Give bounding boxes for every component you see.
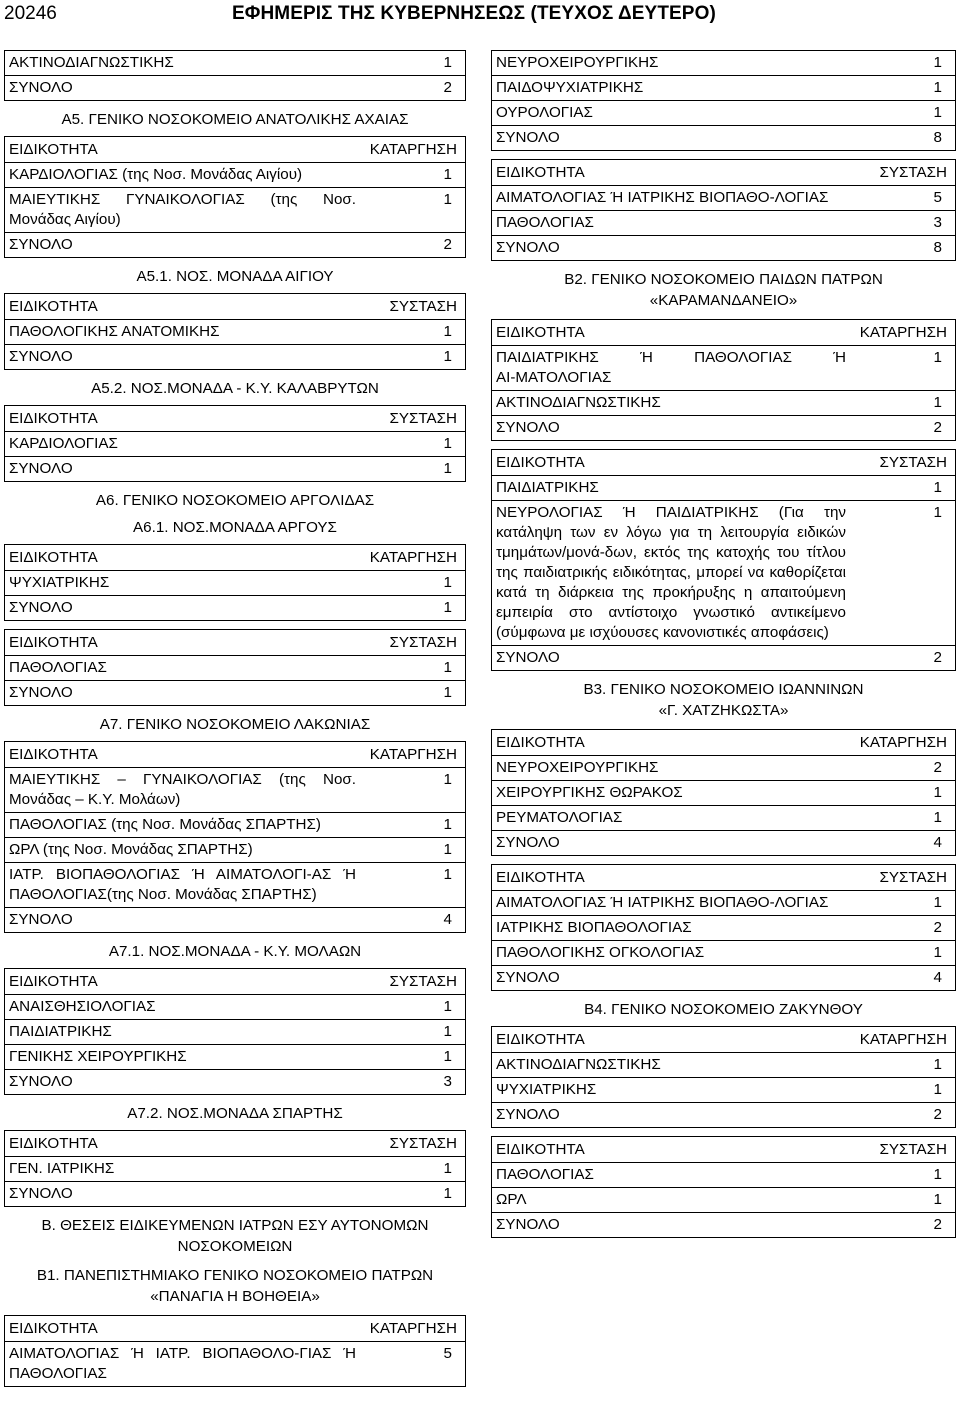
specialty-table <box>491 1136 956 1238</box>
specialty-table <box>4 544 466 621</box>
section-heading-line: «Γ. ΧΑΤΖΗΚΩΣΤΑ» <box>658 702 789 719</box>
table-header-row <box>492 450 955 476</box>
table-row <box>5 432 465 457</box>
specialty-table <box>491 319 956 441</box>
section-heading-line: Β. ΘΕΣΕΙΣ ΕΙΔΙΚΕΥΜΕΝΩΝ ΙΑΤΡΩΝ ΕΣΥ ΑΥΤΟΝΟΜΩΝ <box>41 1217 429 1234</box>
header-action: ΚΑΤΑΡΓΗΣΗ <box>369 141 457 158</box>
position-count: 2 <box>933 1216 942 1233</box>
table-row <box>492 941 955 966</box>
section-heading-line: «ΚΑΡΑΜΑΝΔΑΝΕΙΟ» <box>649 292 798 309</box>
specialty-name: ΩΡΛ (της Νοσ. Μονάδας ΣΠΑΡΤΗΣ) <box>9 841 253 858</box>
specialty-name: ΜΑΙΕΥΤΙΚΗΣ ΓΥΝΑΙΚΟΛΟΓΙΑΣ (της Νοσ. Μονάδας Αιγίου) <box>9 191 356 228</box>
position-count: 1 <box>933 54 942 71</box>
specialty-name: ΡΕΥΜΑΤΟΛΟΓΙΑΣ <box>496 809 623 826</box>
position-count: 1 <box>933 809 942 826</box>
position-count: 2 <box>933 419 942 436</box>
header-specialty: ΕΙΔΙΚΟΤΗΤΑ <box>496 454 585 471</box>
table-row <box>492 1188 955 1213</box>
specialty-name: ΑΚΤΙΝΟΔΙΑΓΝΩΣΤΙΚΗΣ <box>496 1056 661 1073</box>
position-count: 2 <box>933 759 942 776</box>
specialty-name: ΨΥΧΙΑΤΡΙΚΗΣ <box>9 574 110 591</box>
table-row <box>5 863 465 908</box>
table-row <box>492 891 955 916</box>
specialty-name: ΣΥΝΟΛΟ <box>496 834 560 851</box>
header-specialty: ΕΙΔΙΚΟΤΗΤΑ <box>496 164 585 181</box>
table-row <box>5 1045 465 1070</box>
specialty-name: ΣΥΝΟΛΟ <box>9 1185 73 1202</box>
specialty-name: ΣΥΝΟΛΟ <box>496 1106 560 1123</box>
header-specialty: ΕΙΔΙΚΟΤΗΤΑ <box>9 1320 98 1337</box>
position-count: 3 <box>933 214 942 231</box>
specialty-name: ΙΑΤΡ. ΒΙΟΠΑΘΟΛΟΓΙΑΣ Ή ΑΙΜΑΤΟΛΟΓΙ‑ΑΣ Ή ΠΑΘΟΛΟΓΙΑΣ(της Νοσ. Μονάδας ΣΠΑΡΤΗΣ) <box>9 866 356 903</box>
table-row <box>492 1103 955 1128</box>
table-header-row <box>492 1027 955 1053</box>
header-action: ΚΑΤΑΡΓΗΣΗ <box>369 746 457 763</box>
specialty-name: ΚΑΡΔΙΟΛΟΓΙΑΣ (της Νοσ. Μονάδας Αιγίου) <box>9 166 303 183</box>
specialty-name: ΣΥΝΟΛΟ <box>9 79 73 96</box>
specialty-name: ΠΑΙΔΟΨΥΧΙΑΤΡΙΚΗΣ <box>496 79 644 96</box>
specialty-name: ΣΥΝΟΛΟ <box>496 419 560 436</box>
specialty-name: ΣΥΝΟΛΟ <box>9 599 73 616</box>
header-action: ΚΑΤΑΡΓΗΣΗ <box>859 324 947 341</box>
specialty-name: ΧΕΙΡΟΥΡΓΙΚΗΣ ΘΩΡΑΚΟΣ <box>496 784 683 801</box>
position-count: 1 <box>443 1160 452 1177</box>
table-row <box>492 211 955 236</box>
table-header-row <box>5 406 465 432</box>
table-row <box>5 320 465 345</box>
specialty-table <box>491 449 956 671</box>
position-count: 1 <box>933 1081 942 1098</box>
table-row <box>5 571 465 596</box>
specialty-table <box>4 1130 466 1207</box>
specialty-table <box>491 50 956 151</box>
specialty-name: ΣΥΝΟΛΟ <box>9 684 73 701</box>
position-count: 1 <box>933 1056 942 1073</box>
specialty-name: ΠΑΘΟΛΟΓΙΚΗΣ ΟΓΚΟΛΟΓΙΑΣ <box>496 944 705 961</box>
position-count: 1 <box>933 79 942 96</box>
table-row <box>492 756 955 781</box>
table-row <box>492 101 955 126</box>
position-count: 5 <box>443 1345 452 1362</box>
position-count: 8 <box>933 129 942 146</box>
specialty-name: ΣΥΝΟΛΟ <box>9 236 73 253</box>
position-count: 5 <box>933 189 942 206</box>
table-header-row <box>5 1131 465 1157</box>
table-row <box>5 1182 465 1207</box>
section-heading-line: Α6. ΓΕΝΙΚΟ ΝΟΣΟΚΟΜΕΙΟ ΑΡΓΟΛΙΔΑΣ <box>95 492 375 509</box>
table-row <box>492 1163 955 1188</box>
section-heading-line: Α5.1. ΝΟΣ. ΜΟΝΑΔΑ ΑΙΓΙΟΥ <box>136 268 334 285</box>
table-header-row <box>5 1316 465 1342</box>
specialty-name: ΨΥΧΙΑΤΡΙΚΗΣ <box>496 1081 597 1098</box>
position-count: 1 <box>443 166 452 183</box>
specialty-name: ΠΑΘΟΛΟΓΙΑΣ <box>9 659 107 676</box>
section-heading <box>4 1265 466 1307</box>
table-row <box>492 806 955 831</box>
table-row <box>492 1078 955 1103</box>
table-row <box>5 768 465 813</box>
specialty-name: ΣΥΝΟΛΟ <box>496 649 560 666</box>
specialty-table <box>4 136 466 258</box>
section-heading-line: Α5. ΓΕΝΙΚΟ ΝΟΣΟΚΟΜΕΙΟ ΑΝΑΤΟΛΙΚΗΣ ΑΧΑΙΑΣ <box>61 111 409 128</box>
header-action: ΣΥΣΤΑΣΗ <box>389 1135 457 1152</box>
specialty-name: ΑΚΤΙΝΟΔΙΑΓΝΩΣΤΙΚΗΣ <box>496 394 661 411</box>
table-row <box>5 656 465 681</box>
table-row <box>5 188 465 233</box>
specialty-table <box>4 741 466 933</box>
specialty-name: ΓΕΝΙΚΗΣ ΧΕΙΡΟΥΡΓΙΚΗΣ <box>9 1048 187 1065</box>
section-heading <box>4 378 466 399</box>
header-specialty: ΕΙΔΙΚΟΤΗΤΑ <box>9 746 98 763</box>
table-header-row <box>5 630 465 656</box>
specialty-name: ΑΝΑΙΣΘΗΣΙΟΛΟΓΙΑΣ <box>9 998 156 1015</box>
header-action: ΣΥΣΤΑΣΗ <box>389 634 457 651</box>
section-heading <box>4 109 466 130</box>
header-specialty: ΕΙΔΙΚΟΤΗΤΑ <box>9 141 98 158</box>
specialty-name: ΙΑΤΡΙΚΗΣ ΒΙΟΠΑΘΟΛΟΓΙΑΣ <box>496 919 692 936</box>
specialty-name: ΠΑΙΔΙΑΤΡΙΚΗΣ <box>9 1023 112 1040</box>
table-row <box>492 76 955 101</box>
table-row <box>492 646 955 671</box>
position-count: 1 <box>443 1048 452 1065</box>
section-heading <box>4 517 466 538</box>
specialty-table <box>4 1315 466 1387</box>
position-count: 1 <box>443 816 452 833</box>
table-header-row <box>492 1137 955 1163</box>
position-count: 1 <box>443 460 452 477</box>
section-heading <box>491 679 956 721</box>
position-count: 1 <box>443 998 452 1015</box>
section-heading-line: Β4. ΓΕΝΙΚΟ ΝΟΣΟΚΟΜΕΙΟ ΖΑΚΥΝΘΟΥ <box>584 1001 863 1018</box>
table-header-row <box>5 294 465 320</box>
specialty-name: ΣΥΝΟΛΟ <box>496 239 560 256</box>
specialty-table <box>491 159 956 261</box>
header-specialty: ΕΙΔΙΚΟΤΗΤΑ <box>9 973 98 990</box>
specialty-table <box>4 293 466 370</box>
section-heading <box>4 1103 466 1124</box>
section-heading <box>4 1215 466 1257</box>
position-count: 1 <box>443 659 452 676</box>
specialty-name: ΠΑΘΟΛΟΓΙΚΗΣ ΑΝΑΤΟΜΙΚΗΣ <box>9 323 220 340</box>
specialty-name: ΑΙΜΑΤΟΛΟΓΙΑΣ Ή ΙΑΤΡΙΚΗΣ ΒΙΟΠΑΘΟ‑ΛΟΓΙΑΣ <box>496 894 829 911</box>
table-header-row <box>492 160 955 186</box>
section-heading <box>4 490 466 511</box>
position-count: 1 <box>443 191 452 208</box>
position-count: 1 <box>443 841 452 858</box>
table-row <box>5 681 465 706</box>
table-header-row <box>492 865 955 891</box>
header-specialty: ΕΙΔΙΚΟΤΗΤΑ <box>496 1141 585 1158</box>
specialty-name: ΠΑΘΟΛΟΓΙΑΣ <box>496 1166 594 1183</box>
page-header <box>0 0 960 34</box>
position-count: 1 <box>443 1185 452 1202</box>
table-header-row <box>5 969 465 995</box>
section-heading-line: Β1. ΠΑΝΕΠΙΣΤΗΜΙΑΚΟ ΓΕΝΙΚΟ ΝΟΣΟΚΟΜΕΙΟ ΠΑΤΡΩΝ <box>36 1267 434 1284</box>
position-count: 2 <box>443 79 452 96</box>
header-action: ΣΥΣΤΑΣΗ <box>879 164 947 181</box>
table-row <box>5 76 465 101</box>
position-count: 1 <box>933 784 942 801</box>
header-specialty: ΕΙΔΙΚΟΤΗΤΑ <box>496 324 585 341</box>
position-count: 1 <box>933 504 942 521</box>
position-count: 1 <box>443 1023 452 1040</box>
position-count: 1 <box>443 866 452 883</box>
page-number: 20246 <box>4 3 57 24</box>
position-count: 4 <box>443 911 452 928</box>
header-specialty: ΕΙΔΙΚΟΤΗΤΑ <box>496 869 585 886</box>
table-row <box>5 596 465 621</box>
specialty-name: ΝΕΥΡΟΧΕΙΡΟΥΡΓΙΚΗΣ <box>496 759 659 776</box>
position-count: 1 <box>443 348 452 365</box>
table-row <box>5 1020 465 1045</box>
position-count: 1 <box>443 435 452 452</box>
table-header-row <box>5 742 465 768</box>
table-row <box>492 1213 955 1238</box>
header-action: ΣΥΣΤΑΣΗ <box>389 410 457 427</box>
header-action: ΣΥΣΤΑΣΗ <box>879 454 947 471</box>
section-heading-line: Α5.2. ΝΟΣ.ΜΟΝΑΔΑ ‑ Κ.Υ. ΚΑΛΑΒΡΥΤΩΝ <box>91 380 379 397</box>
section-heading-line: Β3. ΓΕΝΙΚΟ ΝΟΣΟΚΟΜΕΙΟ ΙΩΑΝΝΙΝΩΝ <box>583 681 864 698</box>
header-action: ΚΑΤΑΡΓΗΣΗ <box>859 734 947 751</box>
position-count: 1 <box>933 479 942 496</box>
specialty-name: ΣΥΝΟΛΟ <box>9 460 73 477</box>
specialty-name: ΩΡΛ <box>496 1191 527 1208</box>
right-column <box>491 50 956 1246</box>
table-row <box>5 1157 465 1182</box>
header-specialty: ΕΙΔΙΚΟΤΗΤΑ <box>496 1031 585 1048</box>
table-row <box>5 457 465 482</box>
position-count: 3 <box>443 1073 452 1090</box>
header-action: ΣΥΣΤΑΣΗ <box>389 973 457 990</box>
specialty-name: ΝΕΥΡΟΧΕΙΡΟΥΡΓΙΚΗΣ <box>496 54 659 71</box>
table-row <box>492 416 955 441</box>
table-row <box>5 995 465 1020</box>
specialty-table <box>4 405 466 482</box>
header-specialty: ΕΙΔΙΚΟΤΗΤΑ <box>9 410 98 427</box>
position-count: 2 <box>933 919 942 936</box>
section-heading <box>4 714 466 735</box>
specialty-name: ΠΑΙΔΙΑΤΡΙΚΗΣ <box>496 479 599 496</box>
position-count: 4 <box>933 969 942 986</box>
left-column <box>4 50 466 1395</box>
section-heading <box>4 941 466 962</box>
header-specialty: ΕΙΔΙΚΟΤΗΤΑ <box>9 634 98 651</box>
header-specialty: ΕΙΔΙΚΟΤΗΤΑ <box>9 1135 98 1152</box>
position-count: 1 <box>933 1166 942 1183</box>
section-heading-line: Α7.1. ΝΟΣ.ΜΟΝΑΔΑ ‑ Κ.Υ. ΜΟΛΑΩΝ <box>108 943 362 960</box>
table-row <box>492 186 955 211</box>
position-count: 1 <box>443 574 452 591</box>
position-count: 1 <box>933 394 942 411</box>
header-specialty: ΕΙΔΙΚΟΤΗΤΑ <box>9 298 98 315</box>
specialty-table <box>4 968 466 1095</box>
section-heading-line: ΝΟΣΟΚΟΜΕΙΩΝ <box>177 1238 293 1255</box>
specialty-name: ΠΑΘΟΛΟΓΙΑΣ <box>496 214 594 231</box>
position-count: 1 <box>933 1191 942 1208</box>
header-specialty: ΕΙΔΙΚΟΤΗΤΑ <box>9 549 98 566</box>
table-row <box>5 1342 465 1387</box>
position-count: 1 <box>933 894 942 911</box>
position-count: 1 <box>443 54 452 71</box>
section-heading <box>4 266 466 287</box>
position-count: 1 <box>933 944 942 961</box>
specialty-table <box>491 864 956 991</box>
specialty-table <box>4 50 466 101</box>
specialty-name: ΜΑΙΕΥΤΙΚΗΣ – ΓΥΝΑΙΚΟΛΟΓΙΑΣ (της Νοσ. Μονάδας – Κ.Υ. Μολάων) <box>9 771 356 808</box>
position-count: 8 <box>933 239 942 256</box>
table-row <box>5 233 465 258</box>
position-count: 1 <box>933 104 942 121</box>
specialty-name: ΣΥΝΟΛΟ <box>9 911 73 928</box>
specialty-table <box>491 1026 956 1128</box>
section-heading-line: Β2. ΓΕΝΙΚΟ ΝΟΣΟΚΟΜΕΙΟ ΠΑΙΔΩΝ ΠΑΤΡΩΝ <box>564 271 883 288</box>
specialty-name: ΝΕΥΡΟΛΟΓΙΑΣ Ή ΠΑΙΔΙΑΤΡΙΚΗΣ (Για την κατάληψη των εν λόγω για τη λειτουργία ειδικών τμημάτων/μονά‑δων, εκτός της κατοχής του τίτλου της παιδιατρικής ειδικότητας, μπορεί να καθορίζεται κατά τη διάρκεια της προκήρυξης η απαιτούμενη εμπειρία στο αντίστοιχο γνωστικό αντικείμενο (σύμφωνα με ισχύουσες κανονιστικές αποφάσεις) <box>496 504 846 641</box>
header-action: ΚΑΤΑΡΓΗΣΗ <box>369 1320 457 1337</box>
specialty-name: ΠΑΙΔΙΑΤΡΙΚΗΣ Ή ΠΑΘΟΛΟΓΙΑΣ Ή ΑΙ‑ΜΑΤΟΛΟΓΙΑΣ <box>496 349 846 386</box>
position-count: 2 <box>933 649 942 666</box>
table-header-row <box>492 320 955 346</box>
section-heading-line: Α6.1. ΝΟΣ.ΜΟΝΑΔΑ ΑΡΓΟΥΣ <box>133 519 337 536</box>
section-heading-line: Α7. ΓΕΝΙΚΟ ΝΟΣΟΚΟΜΕΙΟ ΛΑΚΩΝΙΑΣ <box>99 716 371 733</box>
table-header-row <box>5 545 465 571</box>
table-row <box>492 51 955 76</box>
specialty-name: ΚΑΡΔΙΟΛΟΓΙΑΣ <box>9 435 118 452</box>
header-action: ΣΥΣΤΑΣΗ <box>879 1141 947 1158</box>
table-row <box>492 346 955 391</box>
position-count: 1 <box>933 349 942 366</box>
section-heading <box>491 999 956 1020</box>
header-specialty: ΕΙΔΙΚΟΤΗΤΑ <box>496 734 585 751</box>
specialty-name: ΣΥΝΟΛΟ <box>496 1216 560 1233</box>
specialty-name: ΣΥΝΟΛΟ <box>496 969 560 986</box>
specialty-name: ΑΙΜΑΤΟΛΟΓΙΑΣ Ή ΙΑΤΡ. ΒΙΟΠΑΘΟΛΟ‑ΓΙΑΣ Ή ΠΑΘΟΛΟΓΙΑΣ <box>9 1345 356 1382</box>
header-action: ΣΥΣΤΑΣΗ <box>879 869 947 886</box>
specialty-name: ΣΥΝΟΛΟ <box>496 129 560 146</box>
table-row <box>492 501 955 646</box>
table-row <box>5 908 465 933</box>
table-row <box>492 966 955 991</box>
table-row <box>5 838 465 863</box>
specialty-table <box>4 629 466 706</box>
table-row <box>492 916 955 941</box>
table-row <box>5 163 465 188</box>
table-row <box>492 126 955 151</box>
table-header-row <box>492 730 955 756</box>
table-row <box>5 51 465 76</box>
table-row <box>492 1053 955 1078</box>
position-count: 4 <box>933 834 942 851</box>
header-action: ΚΑΤΑΡΓΗΣΗ <box>859 1031 947 1048</box>
gazette-title: ΕΦΗΜΕΡΙΣ ΤΗΣ ΚΥΒΕΡΝΗΣΕΩΣ (ΤΕΥΧΟΣ ΔΕΥΤΕΡΟ) <box>232 3 716 24</box>
specialty-name: ΠΑΘΟΛΟΓΙΑΣ (της Νοσ. Μονάδας ΣΠΑΡΤΗΣ) <box>9 816 321 833</box>
position-count: 2 <box>443 236 452 253</box>
specialty-name: ΟΥΡΟΛΟΓΙΑΣ <box>496 104 593 121</box>
section-heading-line: Α7.2. ΝΟΣ.ΜΟΝΑΔΑ ΣΠΑΡΤΗΣ <box>127 1105 343 1122</box>
position-count: 1 <box>443 684 452 701</box>
table-header-row <box>5 137 465 163</box>
table-row <box>5 345 465 370</box>
header-action: ΚΑΤΑΡΓΗΣΗ <box>369 549 457 566</box>
section-heading-line: «ΠΑΝΑΓΙΑ Η ΒΟΗΘΕΙΑ» <box>150 1288 320 1305</box>
specialty-table <box>491 729 956 856</box>
table-row <box>492 831 955 856</box>
table-row <box>492 781 955 806</box>
specialty-name: ΣΥΝΟΛΟ <box>9 1073 73 1090</box>
position-count: 1 <box>443 599 452 616</box>
table-row <box>5 813 465 838</box>
table-row <box>492 391 955 416</box>
specialty-name: ΑΚΤΙΝΟΔΙΑΓΝΩΣΤΙΚΗΣ <box>9 54 174 71</box>
header-action: ΣΥΣΤΑΣΗ <box>389 298 457 315</box>
specialty-name: ΑΙΜΑΤΟΛΟΓΙΑΣ Ή ΙΑΤΡΙΚΗΣ ΒΙΟΠΑΘΟ‑ΛΟΓΙΑΣ <box>496 189 829 206</box>
position-count: 1 <box>443 771 452 788</box>
table-row <box>5 1070 465 1095</box>
position-count: 2 <box>933 1106 942 1123</box>
table-row <box>492 236 955 261</box>
position-count: 1 <box>443 323 452 340</box>
specialty-name: ΓΕΝ. ΙΑΤΡΙΚΗΣ <box>9 1160 115 1177</box>
table-row <box>492 476 955 501</box>
specialty-name: ΣΥΝΟΛΟ <box>9 348 73 365</box>
section-heading <box>491 269 956 311</box>
